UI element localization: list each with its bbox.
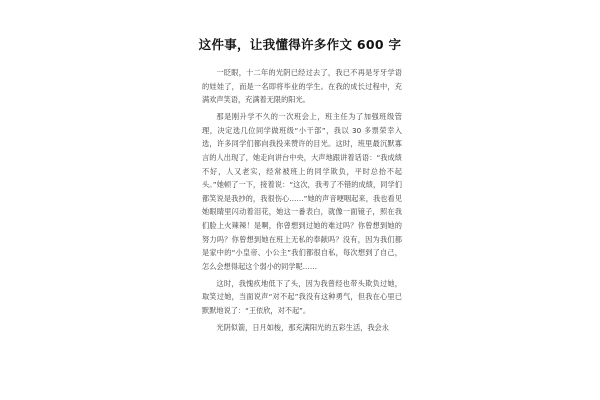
paragraph-1: 一眨眼，十二年的光阴已经过去了，我已不再是牙牙学语的娃娃了，而是一名即将毕业的学生。在我的成长过程中，充满欢声笑语，充满着无限的阳光。 (202, 68, 402, 105)
paragraph-2: 那是刚升学不久的一次班会上，班主任为了加强班级管理，决定选几位同学做班级“小干部”，我以 30 多票荣幸入选，许多同学们都向我投来赞许的目光。这时，班里最沉默寡言的人出现了，她走向讲台中央，大声地跟讲着话语：“我成绩不好，人又老实，经常被班上的同学欺负，平时总抬不起头。”她顿了一下，接着说：“这次，我考了不错的成绩，同学们都笑说是我抄的，我很伤心……”她的声音哽咽起来，我也看见她眼睛里闪动着泪花，她这一番表白，就像一面镜子，照在我们脸上火辣辣！是啊，你曾想到过她的难过吗？你曾想到她的努力吗？你曾想到她在班上无私的奉献吗？没有，因为我们都是家中的“小皇帝、小公主”我们都很自私，每次想到了自己，怎么会想得起这个弱小的同学呢…… (202, 112, 402, 271)
paragraph-3: 这时，我愧疚地低下了头，因为我曾经也带头欺负过她，取笑过她，当面说声“对不起”我没有这种勇气，但我在心里已默默地说了：“王依欣，对不起”。 (202, 278, 402, 315)
document-title: 这件事，让我懂得许多作文 600 字 (198, 37, 402, 52)
paragraph-4: 光阴似箭，日月如梭，那充满阳光的五彩生活，我会永 (216, 322, 389, 332)
document-body (202, 66, 402, 338)
